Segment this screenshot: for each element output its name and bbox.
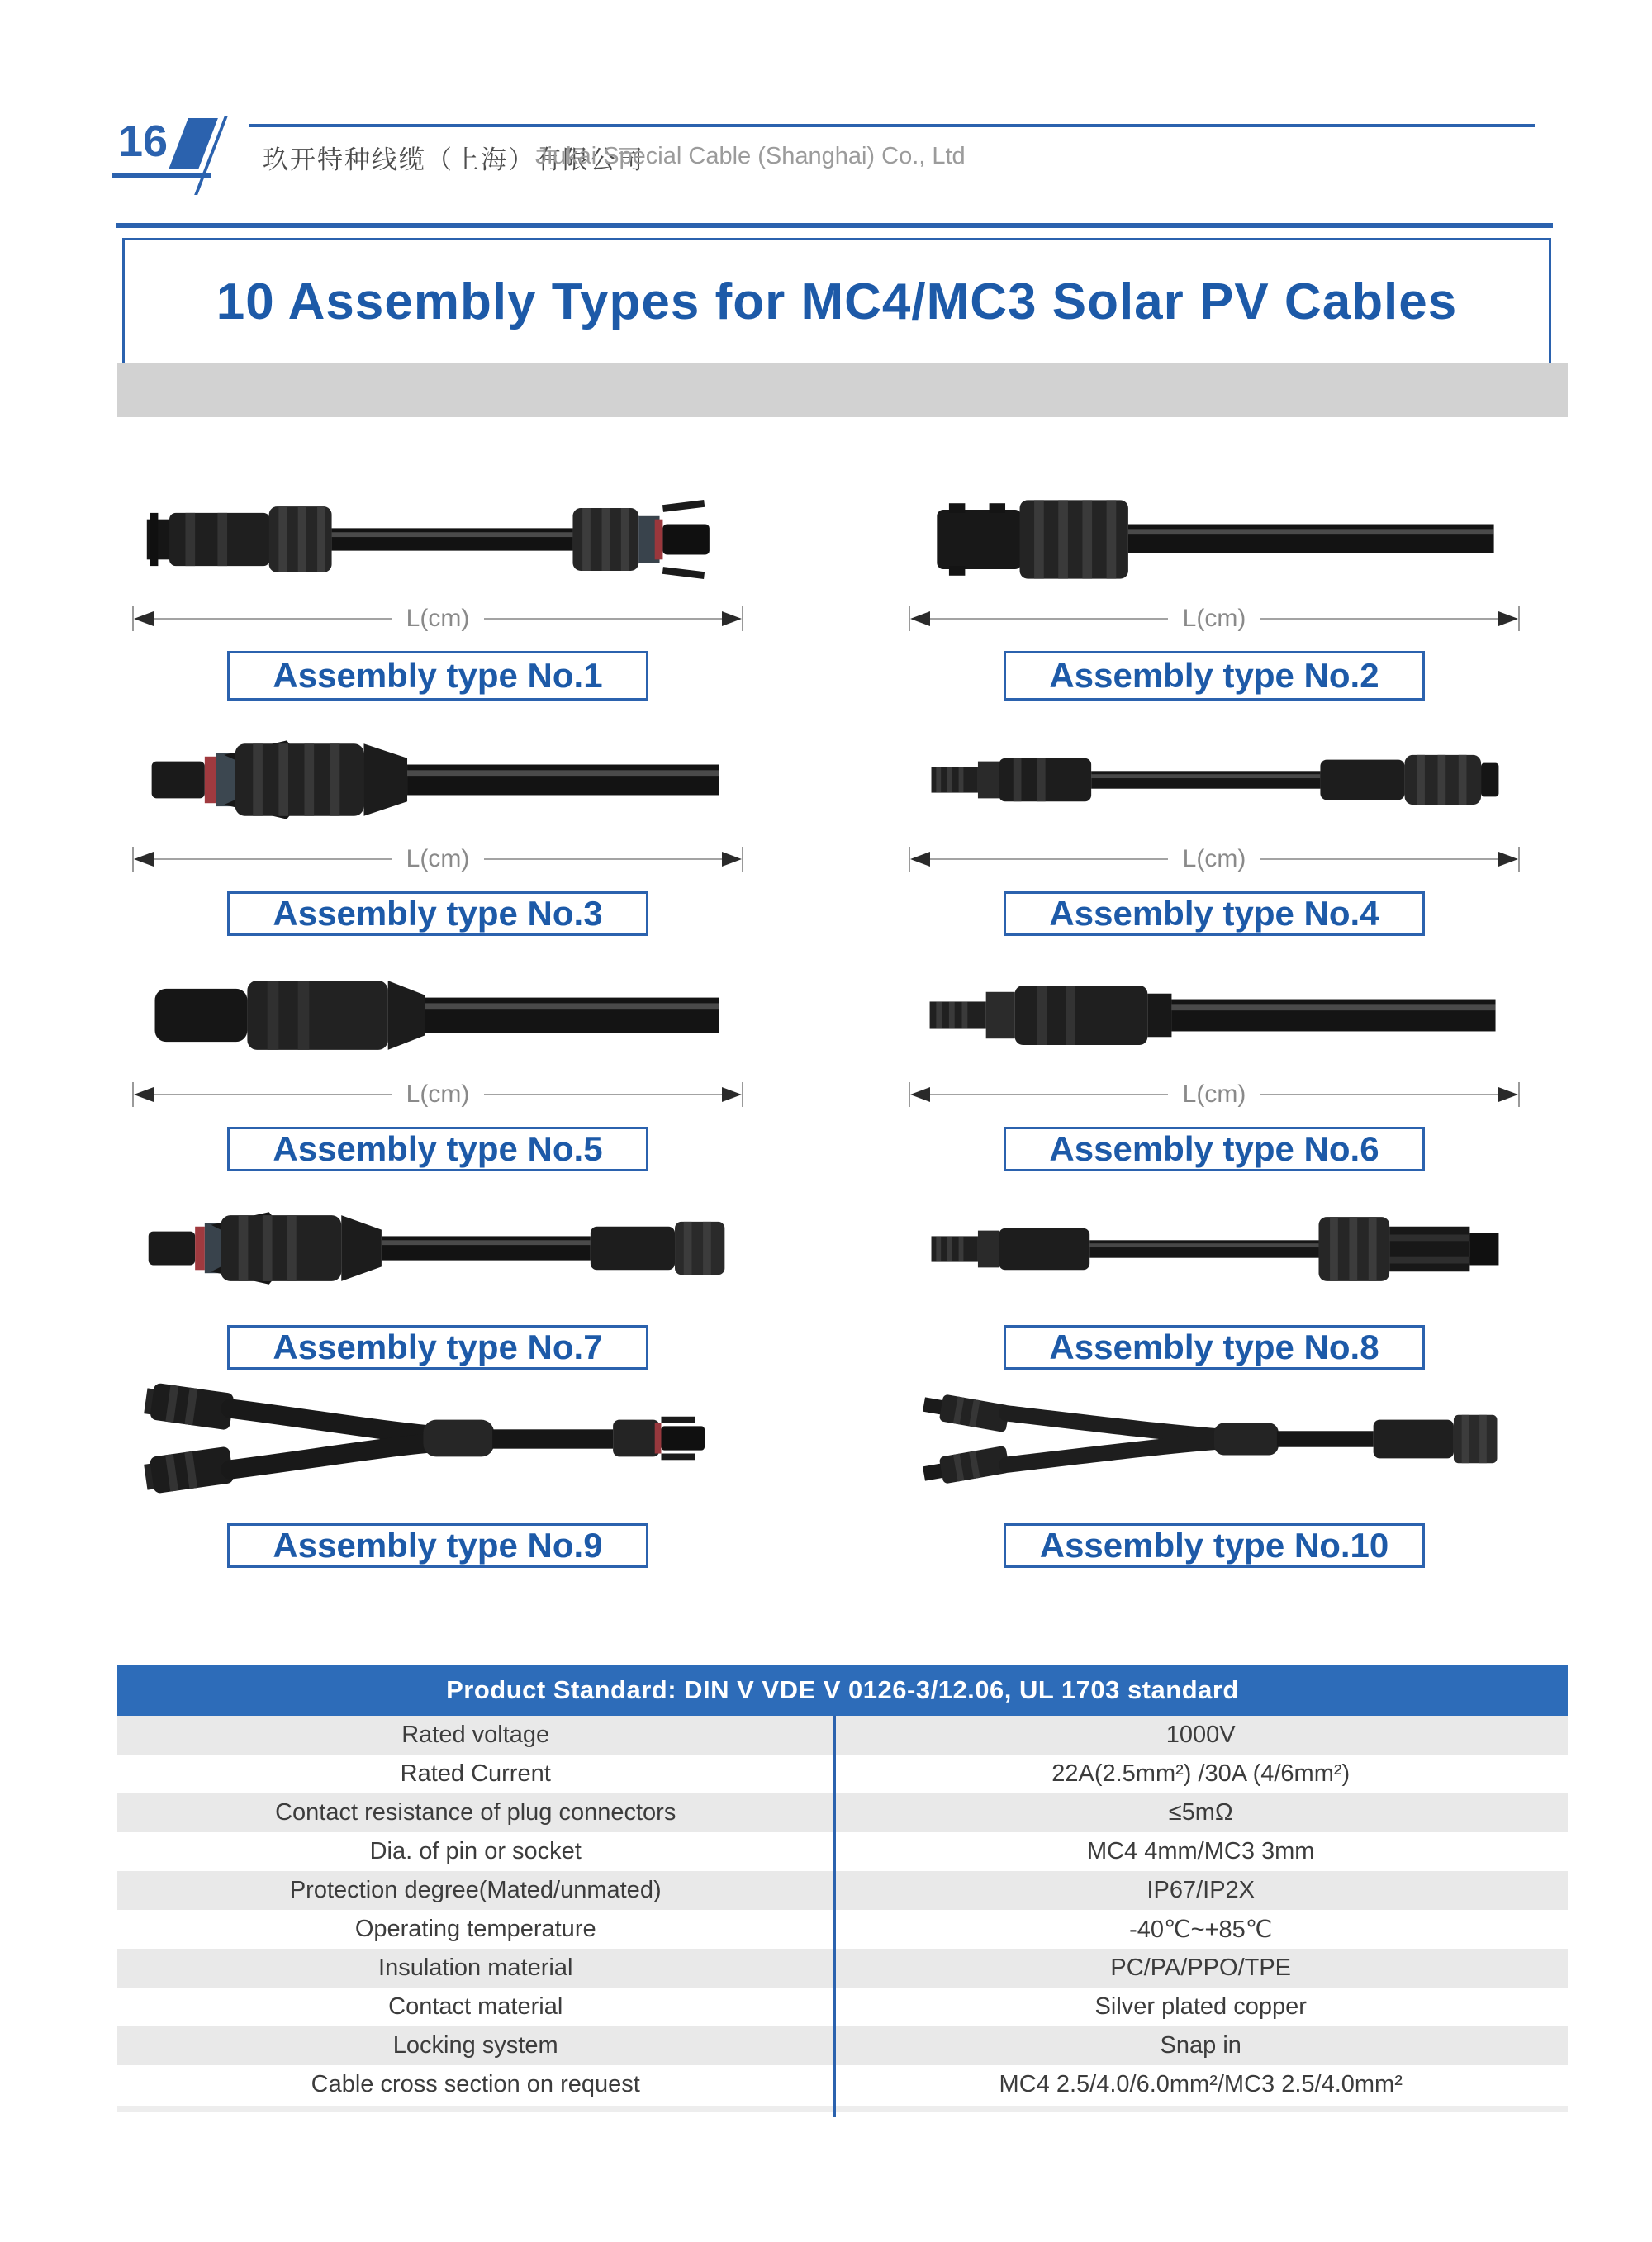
arrow-right-icon (1498, 611, 1518, 626)
page-number: 16 (118, 116, 169, 166)
header-slash-icon (169, 118, 218, 169)
arrow-left-icon (134, 852, 154, 867)
param-cell: Operating temperature (354, 1916, 596, 1942)
page-number-underline (112, 173, 211, 178)
mc3-female-cable-icon (140, 953, 735, 1077)
dimension-label: L(cm) (1182, 845, 1246, 872)
value-cell: 22A(2.5mm²) /30A (4/6mm²) (1051, 1760, 1351, 1787)
arrow-right-icon (722, 852, 742, 867)
dimension-label: L(cm) (406, 845, 470, 872)
spec-table (117, 1665, 1568, 2112)
mc4-female-cable-icon (140, 718, 735, 842)
cable-figure-no8 (917, 1191, 1512, 1307)
mc4-to-mc3-adapter-icon (140, 1191, 735, 1307)
company-name-chinese: 玖开特种线缆（上海）有限公司 (263, 145, 644, 174)
spec-table-header-text: Product Standard: DIN V VDE V 0126-3/12.06, UL 1703 standard (446, 1675, 1239, 1704)
param-cell: Cable cross section on request (311, 2071, 640, 2097)
table-row (117, 1755, 1568, 1793)
title-banner (122, 238, 1551, 365)
title-top-rule (116, 223, 1553, 228)
spec-table-body (117, 1716, 1568, 2104)
param-cell: Contact material (388, 1993, 563, 2020)
assembly-type-label-box (227, 891, 648, 936)
assembly-type-label-box (1004, 891, 1425, 936)
param-cell: Insulation material (378, 1955, 573, 1981)
assembly-block-no7 (50, 1196, 826, 1394)
arrow-left-icon (910, 1087, 930, 1102)
value-cell: -40℃~+85℃ (1129, 1917, 1273, 1943)
assembly-type-label: Assembly type No.8 (1049, 1328, 1379, 1366)
value-cell: ≤5mΩ (1168, 1799, 1233, 1826)
assembly-type-label: Assembly type No.7 (273, 1328, 603, 1366)
y-branch-cable-mirrored-icon (917, 1373, 1512, 1505)
assembly-block-no2 (826, 477, 1602, 725)
assembly-type-label-box (1004, 651, 1425, 701)
assembly-type-label: Assembly type No.4 (1049, 894, 1379, 933)
assembly-type-label: Assembly type No.3 (273, 894, 603, 933)
table-row (117, 1793, 1568, 1832)
cable-figure-no1 (140, 477, 735, 601)
assembly-type-label: Assembly type No.6 (1049, 1129, 1379, 1168)
dimension-label: L(cm) (406, 1081, 470, 1108)
spec-table-header (117, 1665, 1568, 1716)
dimension-arrow (909, 845, 1520, 873)
mc3-to-mc4-adapter-icon (917, 1191, 1512, 1307)
cable-figure-no9 (140, 1373, 735, 1505)
y-branch-cable-icon (140, 1373, 735, 1505)
assembly-type-label-box (1004, 1523, 1425, 1568)
table-row (117, 1871, 1568, 1910)
mc4-coupler-cable-icon (917, 477, 1512, 601)
assembly-block-no4 (826, 725, 1602, 961)
assembly-grid (50, 477, 1602, 1593)
mc4-male-female-cable-icon (140, 477, 735, 601)
assembly-type-label-box (227, 1127, 648, 1171)
gray-band (117, 363, 1568, 417)
assembly-type-label: Assembly type No.10 (1039, 1526, 1389, 1565)
param-cell: Dia. of pin or socket (369, 1838, 582, 1864)
param-cell: Rated Current (400, 1760, 551, 1787)
header-rule (249, 124, 1535, 127)
value-cell: Silver plated copper (1094, 1993, 1307, 2020)
dimension-arrow (132, 605, 743, 633)
arrow-left-icon (910, 611, 930, 626)
value-cell: 1000V (1165, 1722, 1236, 1748)
arrow-right-icon (1498, 852, 1518, 867)
arrow-left-icon (134, 1087, 154, 1102)
page-title: 10 Assembly Types for MC4/MC3 Solar PV Cables (216, 273, 1458, 330)
param-cell: Locking system (392, 2032, 558, 2059)
dimension-arrow (132, 845, 743, 873)
mc3-male-female-cable-icon (917, 718, 1512, 842)
assembly-type-label-box (1004, 1127, 1425, 1171)
assembly-type-label: Assembly type No.2 (1049, 656, 1379, 695)
dimension-arrow (909, 605, 1520, 633)
cable-figure-no5 (140, 953, 735, 1077)
assembly-type-label-box (1004, 1325, 1425, 1370)
assembly-block-no8 (826, 1196, 1602, 1394)
assembly-block-no9 (50, 1394, 826, 1593)
table-row (117, 2065, 1568, 2104)
dimension-arrow (909, 1081, 1520, 1109)
arrow-right-icon (722, 611, 742, 626)
dimension-label: L(cm) (1182, 1081, 1246, 1108)
arrow-left-icon (910, 852, 930, 867)
assembly-type-label-box (227, 651, 648, 701)
table-row (117, 2026, 1568, 2065)
cable-figure-no6 (917, 953, 1512, 1077)
company-name-english: Jiukai Special Cable (Shanghai) Co., Ltd (535, 143, 966, 169)
dimension-tick-right (742, 606, 743, 631)
param-cell: Contact resistance of plug connectors (275, 1799, 676, 1826)
cable-figure-no2 (917, 477, 1512, 601)
mc3-male-cable-icon (917, 953, 1512, 1077)
table-row (117, 1832, 1568, 1871)
assembly-type-label: Assembly type No.9 (273, 1526, 603, 1565)
table-bottom-bar (117, 2106, 1568, 2112)
table-column-divider (833, 1716, 836, 2117)
table-row (117, 1716, 1568, 1755)
assembly-type-label-box (227, 1523, 648, 1568)
value-cell: PC/PA/PPO/TPE (1110, 1955, 1292, 1981)
assembly-type-label: Assembly type No.1 (273, 656, 603, 695)
assembly-block-no3 (50, 725, 826, 961)
assembly-block-no10 (826, 1394, 1602, 1593)
arrow-left-icon (134, 611, 154, 626)
dimension-label: L(cm) (1182, 605, 1246, 632)
arrow-right-icon (722, 1087, 742, 1102)
assembly-block-no5 (50, 961, 826, 1196)
dimension-label: L(cm) (406, 605, 470, 632)
assembly-type-label-box (227, 1325, 648, 1370)
param-cell: Protection degree(Mated/unmated) (289, 1877, 662, 1903)
param-cell: Rated voltage (401, 1722, 550, 1748)
assembly-type-label: Assembly type No.5 (273, 1129, 603, 1168)
cable-figure-no4 (917, 718, 1512, 842)
dimension-arrow (132, 1081, 743, 1109)
cable-figure-no10 (917, 1373, 1512, 1505)
assembly-block-no1 (50, 477, 826, 725)
value-cell: MC4 4mm/MC3 3mm (1086, 1838, 1315, 1864)
value-cell: MC4 2.5/4.0/6.0mm²/MC3 2.5/4.0mm² (999, 2071, 1403, 2097)
value-cell: Snap in (1160, 2032, 1241, 2059)
table-row (117, 1949, 1568, 1988)
value-cell: IP67/IP2X (1146, 1877, 1256, 1903)
table-row (117, 1910, 1568, 1949)
arrow-right-icon (1498, 1087, 1518, 1102)
table-row (117, 1988, 1568, 2026)
cable-figure-no3 (140, 718, 735, 842)
assembly-block-no6 (826, 961, 1602, 1196)
cable-figure-no7 (140, 1191, 735, 1307)
